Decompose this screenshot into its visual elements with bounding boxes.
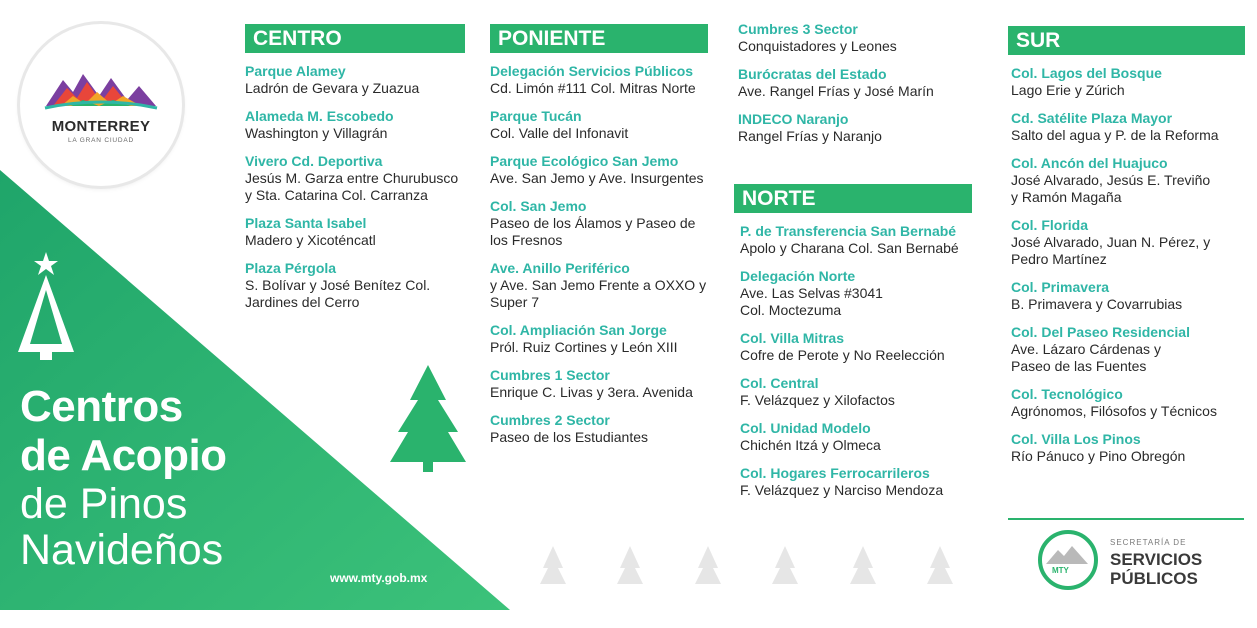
list-item [738, 111, 972, 145]
location-address: F. Velázquez y Narciso Mendoza [740, 482, 944, 498]
centro-column [245, 24, 465, 322]
location-address: Rangel Frías y Naranjo [738, 128, 882, 144]
sur-header: SUR [1008, 26, 1245, 55]
servicios-publicos-label: SERVICIOS PÚBLICOS [1110, 550, 1203, 588]
list-item [740, 330, 972, 364]
location-name: Col. Villa Mitras [740, 330, 844, 346]
decorative-tree-row [540, 546, 953, 584]
monterrey-logo [20, 24, 182, 186]
location-address: Col. Valle del Infonavit [490, 125, 629, 141]
list-item [1011, 217, 1245, 268]
mountain-logo-icon [41, 66, 161, 114]
location-name: Col. Lagos del Bosque [1011, 65, 1162, 81]
title-line-1: Centros [20, 382, 183, 431]
list-item [490, 367, 708, 401]
location-address: Conquistadores y Leones [738, 38, 897, 54]
location-name: Col. Tecnológico [1011, 386, 1123, 402]
location-name: Plaza Santa Isabel [245, 215, 367, 231]
sur-column [1008, 26, 1245, 476]
list-item [1011, 431, 1245, 465]
location-address: B. Primavera y Covarrubias [1011, 296, 1183, 312]
location-address: Jesús M. Garza entre Churubusco y Sta. Catarina Col. Carranza [245, 170, 459, 203]
divider-line [1008, 518, 1244, 520]
location-address: Lago Erie y Zúrich [1011, 82, 1125, 98]
list-item [740, 465, 972, 499]
poniente-column [490, 24, 708, 457]
mty-badge-icon [1038, 530, 1098, 590]
location-address: Paseo de los Álamos y Paseo de los Fresnos [490, 215, 696, 248]
list-item [740, 420, 972, 454]
location-name: Cd. Satélite Plaza Mayor [1011, 110, 1173, 126]
location-address: Cd. Limón #111 Col. Mitras Norte [490, 80, 696, 96]
location-address: Salto del agua y P. de la Reforma [1011, 127, 1219, 143]
list-item [1011, 110, 1245, 144]
location-name: Col. Unidad Modelo [740, 420, 871, 436]
list-item [490, 198, 708, 249]
location-name: Col. Primavera [1011, 279, 1110, 295]
centro-header: CENTRO [245, 24, 465, 53]
location-address: Ave. Lázaro Cárdenas y Paseo de las Fuentes [1011, 341, 1161, 374]
poniente-header: PONIENTE [490, 24, 708, 53]
location-address: Ladrón de Gevara y Zuazua [245, 80, 420, 96]
title-line-4: Navideños [20, 526, 224, 574]
location-address: Paseo de los Estudiantes [490, 429, 648, 445]
page-title [20, 382, 227, 575]
location-address: Chichén Itzá y Olmeca [740, 437, 881, 453]
location-name: Col. Ampliación San Jorge [490, 322, 667, 338]
list-item [490, 412, 708, 446]
location-address: Ave. Las Selvas #3041 Col. Moctezuma [740, 285, 883, 318]
location-name: INDECO Naranjo [738, 111, 849, 127]
location-address: José Alvarado, Juan N. Pérez, y Pedro Martínez [1011, 234, 1211, 267]
mty-badge-label: MTY [1052, 566, 1069, 575]
location-address: Washington y Villagrán [245, 125, 388, 141]
location-name: Col. Hogares Ferrocarrileros [740, 465, 930, 481]
website-url[interactable]: www.mty.gob.mx [330, 571, 428, 585]
location-name: Ave. Anillo Periférico [490, 260, 630, 276]
list-item [490, 63, 708, 97]
location-address: Enrique C. Livas y 3era. Avenida [490, 384, 693, 400]
list-item [738, 21, 972, 55]
location-name: Parque Ecológico San Jemo [490, 153, 679, 169]
list-item [490, 322, 708, 356]
location-address: Ave. San Jemo y Ave. Insurgentes [490, 170, 704, 186]
location-name: Parque Alamey [245, 63, 346, 79]
location-address: Río Pánuco y Pino Obregón [1011, 448, 1186, 464]
list-item [245, 63, 465, 97]
location-address: Cofre de Perote y No Reelección [740, 347, 945, 363]
location-name: Cumbres 2 Sector [490, 412, 610, 428]
title-line-2: de Acopio [20, 431, 227, 480]
location-name: Parque Tucán [490, 108, 582, 124]
list-item [740, 268, 972, 319]
list-item [740, 223, 972, 257]
list-item [245, 108, 465, 142]
list-item [490, 153, 708, 187]
title-line-3: de Pinos [20, 480, 188, 528]
list-item [490, 260, 708, 311]
poniente-continued-column [738, 21, 972, 156]
list-item [245, 153, 465, 204]
location-address: Agrónomos, Filósofos y Técnicos [1011, 403, 1217, 419]
location-address: José Alvarado, Jesús E. Treviño y Ramón Magaña [1011, 172, 1211, 205]
servicios-publicos-logo [1038, 530, 1238, 594]
location-name: P. de Transferencia San Bernabé [740, 223, 957, 239]
location-name: Col. Del Paseo Residencial [1011, 324, 1190, 340]
location-name: Delegación Norte [740, 268, 856, 284]
list-item [245, 260, 465, 311]
location-name: Col. Florida [1011, 217, 1088, 233]
location-address: Ave. Rangel Frías y José Marín [738, 83, 934, 99]
norte-header: NORTE [734, 184, 972, 213]
location-name: Burócratas del Estado [738, 66, 887, 82]
list-item [1011, 324, 1245, 375]
location-address: Pról. Ruiz Cortines y León XIII [490, 339, 678, 355]
list-item [740, 375, 972, 409]
location-name: Col. San Jemo [490, 198, 587, 214]
list-item [1011, 155, 1245, 206]
secretaria-label: SECRETARÍA DE [1110, 538, 1187, 547]
location-name: Alameda M. Escobedo [245, 108, 394, 124]
list-item [1011, 279, 1245, 313]
location-address: y Ave. San Jemo Frente a OXXO y Super 7 [490, 277, 707, 310]
list-item [490, 108, 708, 142]
list-item [1011, 65, 1245, 99]
location-name: Col. Central [740, 375, 819, 391]
location-name: Col. Ancón del Huajuco [1011, 155, 1168, 171]
location-name: Col. Villa Los Pinos [1011, 431, 1141, 447]
location-name: Plaza Pérgola [245, 260, 337, 276]
location-address: Madero y Xicoténcatl [245, 232, 376, 248]
green-tree-icon [390, 365, 466, 472]
logo-tagline: LA GRAN CIUDAD [67, 137, 135, 144]
list-item [738, 66, 972, 100]
list-item [245, 215, 465, 249]
location-name: Cumbres 3 Sector [738, 21, 858, 37]
location-address: Apolo y Charana Col. San Bernabé [740, 240, 959, 256]
location-name: Delegación Servicios Públicos [490, 63, 694, 79]
location-name: Cumbres 1 Sector [490, 367, 610, 383]
logo-name: MONTERREY [51, 118, 151, 135]
location-address: F. Velázquez y Xilofactos [740, 392, 895, 408]
location-address: S. Bolívar y José Benítez Col. Jardines del Cerro [245, 277, 431, 310]
list-item [1011, 386, 1245, 420]
norte-column [734, 184, 972, 510]
location-name: Vivero Cd. Deportiva [245, 153, 383, 169]
